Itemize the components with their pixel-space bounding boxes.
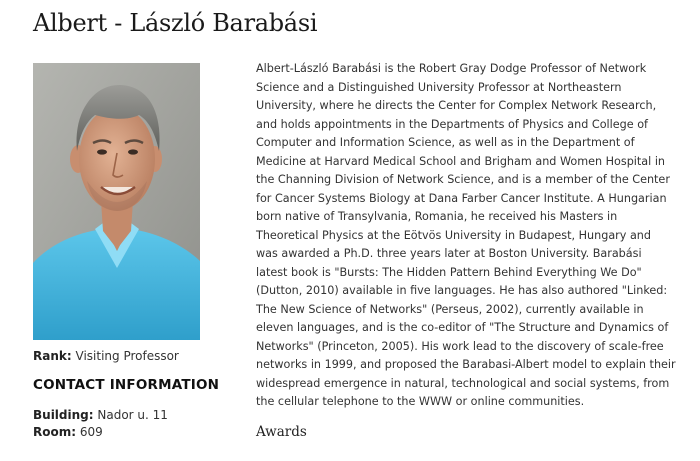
page-title: Albert - László Barabási	[33, 9, 318, 37]
rank-row	[33, 348, 233, 365]
room-value: 609	[79, 425, 103, 439]
room-label: Room:	[33, 425, 77, 439]
contact-information-heading: CONTACT INFORMATION	[33, 377, 220, 393]
profile-photo	[33, 63, 200, 340]
building-row	[33, 407, 233, 424]
biography-paragraph: Albert-László Barabási is the Robert Gray Dodge Professor of Network Science and a Distinguished University Professor at Northeastern University, where he directs the Center for Complex Network Research, and holds appointments in the Departments of Physics and College of Computer and Information Science, as well as in the Department of Medicine at Harvard Medical School and Brigham and Women Hospital in the Channing Division of Network Science, and is a member of the Center for Cancer Systems Biology at Dana Farber Cancer Institute. A Hungarian born native of Transylvania, Romania, he received his Masters in Theoretical Physics at the Eötvös University in Budapest, Hungary and was awarded a Ph.D. three years later at Boston University. Barabási latest book is "Bursts: The Hidden Pattern Behind Everything We Do" (Dutton, 2010) available in five languages. He has also authored "Linked: The New Science of Networks" (Perseus, 2002), currently available in eleven languages, and is the co-editor of "The Structure and Dynamics of Networks" (Princeton, 2005). His work lead to the discovery of scale-free networks in 1999, and proposed the Barabasi-Albert model to explain their widespread emergence in natural, technological and social systems, from the cellular telephone to the WWW or online communities.	[256, 62, 676, 408]
profile-sidebar	[33, 63, 233, 441]
awards-heading: Awards	[256, 424, 307, 440]
building-value: Nador u. 11	[97, 408, 168, 422]
rank-label: Rank:	[33, 349, 72, 363]
room-row	[33, 424, 233, 441]
rank-value: Visiting Professor	[75, 349, 179, 363]
building-label: Building:	[33, 408, 94, 422]
